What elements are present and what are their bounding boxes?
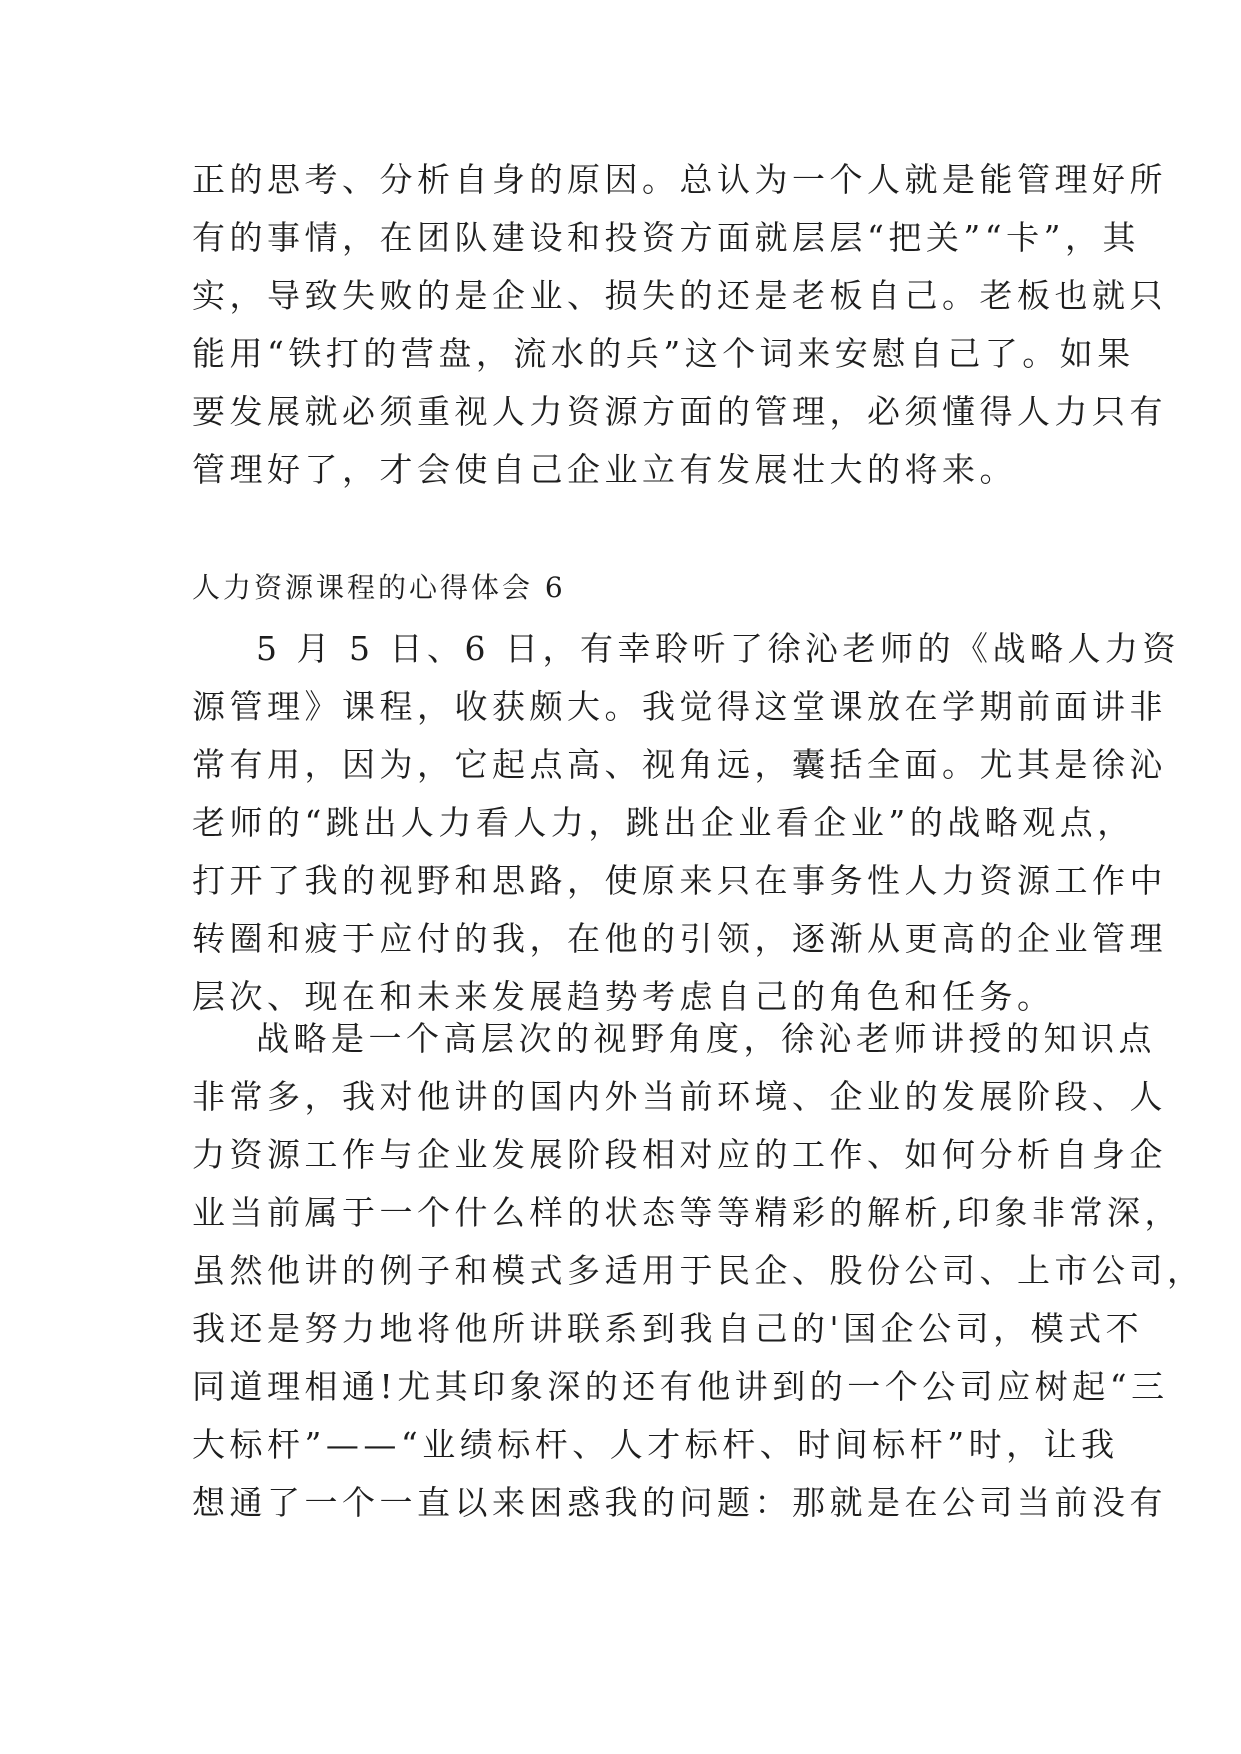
text-line: 业当前属于一个什么样的状态等等精彩的解析,印象非常深， [192,1193,1182,1232]
text-line: 老师的“跳出人力看人力，跳出企业看企业”的战略观点， [192,803,1135,842]
text-line: 我还是努力地将他所讲联系到我自己的'国企公司，模式不 [192,1309,1144,1348]
text-line: 打开了我的视野和思路，使原来只在事务性人力资源工作中 [192,861,1167,900]
continued-paragraph [192,151,1167,499]
paragraph-2 [192,1010,1205,1532]
text-line: 同道理相通!尤其印象深的还有他讲到的一个公司应树起“三 [192,1367,1169,1406]
text-line: 大标杆”——“业绩标杆、人才标杆、时间标杆”时，让我 [192,1425,1119,1464]
text-line: 能用“铁打的营盘，流水的兵”这个词来安慰自己了。如果 [192,334,1135,373]
text-line: 虽然他讲的例子和模式多适用于民企、股份公司、上市公司， [192,1251,1205,1290]
text-line: 想通了一个一直以来困惑我的问题：那就是在公司当前没有 [192,1483,1167,1522]
text-line: 层次、现在和未来发展趋势考虑自己的角色和任务。 [192,977,1055,1016]
text-line: 实，导致失败的是企业、损失的还是老板自己。老板也就只 [192,276,1167,315]
text-line: 正的思考、分析自身的原因。总认为一个人就是能管理好所 [192,160,1167,199]
text-line: 非常多，我对他讲的国内外当前环境、企业的发展阶段、人 [192,1077,1167,1116]
text-line: 管理好了，才会使自己企业立有发展壮大的将来。 [192,450,1017,489]
text-line: 要发展就必须重视人力资源方面的管理，必须懂得人力只有 [192,392,1167,431]
text-line: 转圈和疲于应付的我，在他的引领，逐渐从更高的企业管理 [192,919,1167,958]
text-line: 5 月 5 日、6 日，有幸聆听了徐沁老师的《战略人力资 [256,629,1180,668]
section-title: 人力资源课程的心得体会 6 [192,571,566,604]
text-line: 战略是一个高层次的视野角度，徐沁老师讲授的知识点 [256,1019,1156,1058]
text-line: 力资源工作与企业发展阶段相对应的工作、如何分析自身企 [192,1135,1167,1174]
text-line: 源管理》课程，收获颇大。我觉得这堂课放在学期前面讲非 [192,687,1167,726]
text-line: 常有用，因为，它起点高、视角远，囊括全面。尤其是徐沁 [192,745,1167,784]
text-line: 有的事情，在团队建设和投资方面就层层“把关”“卡”，其 [192,218,1140,257]
paragraph-1 [192,620,1180,1026]
